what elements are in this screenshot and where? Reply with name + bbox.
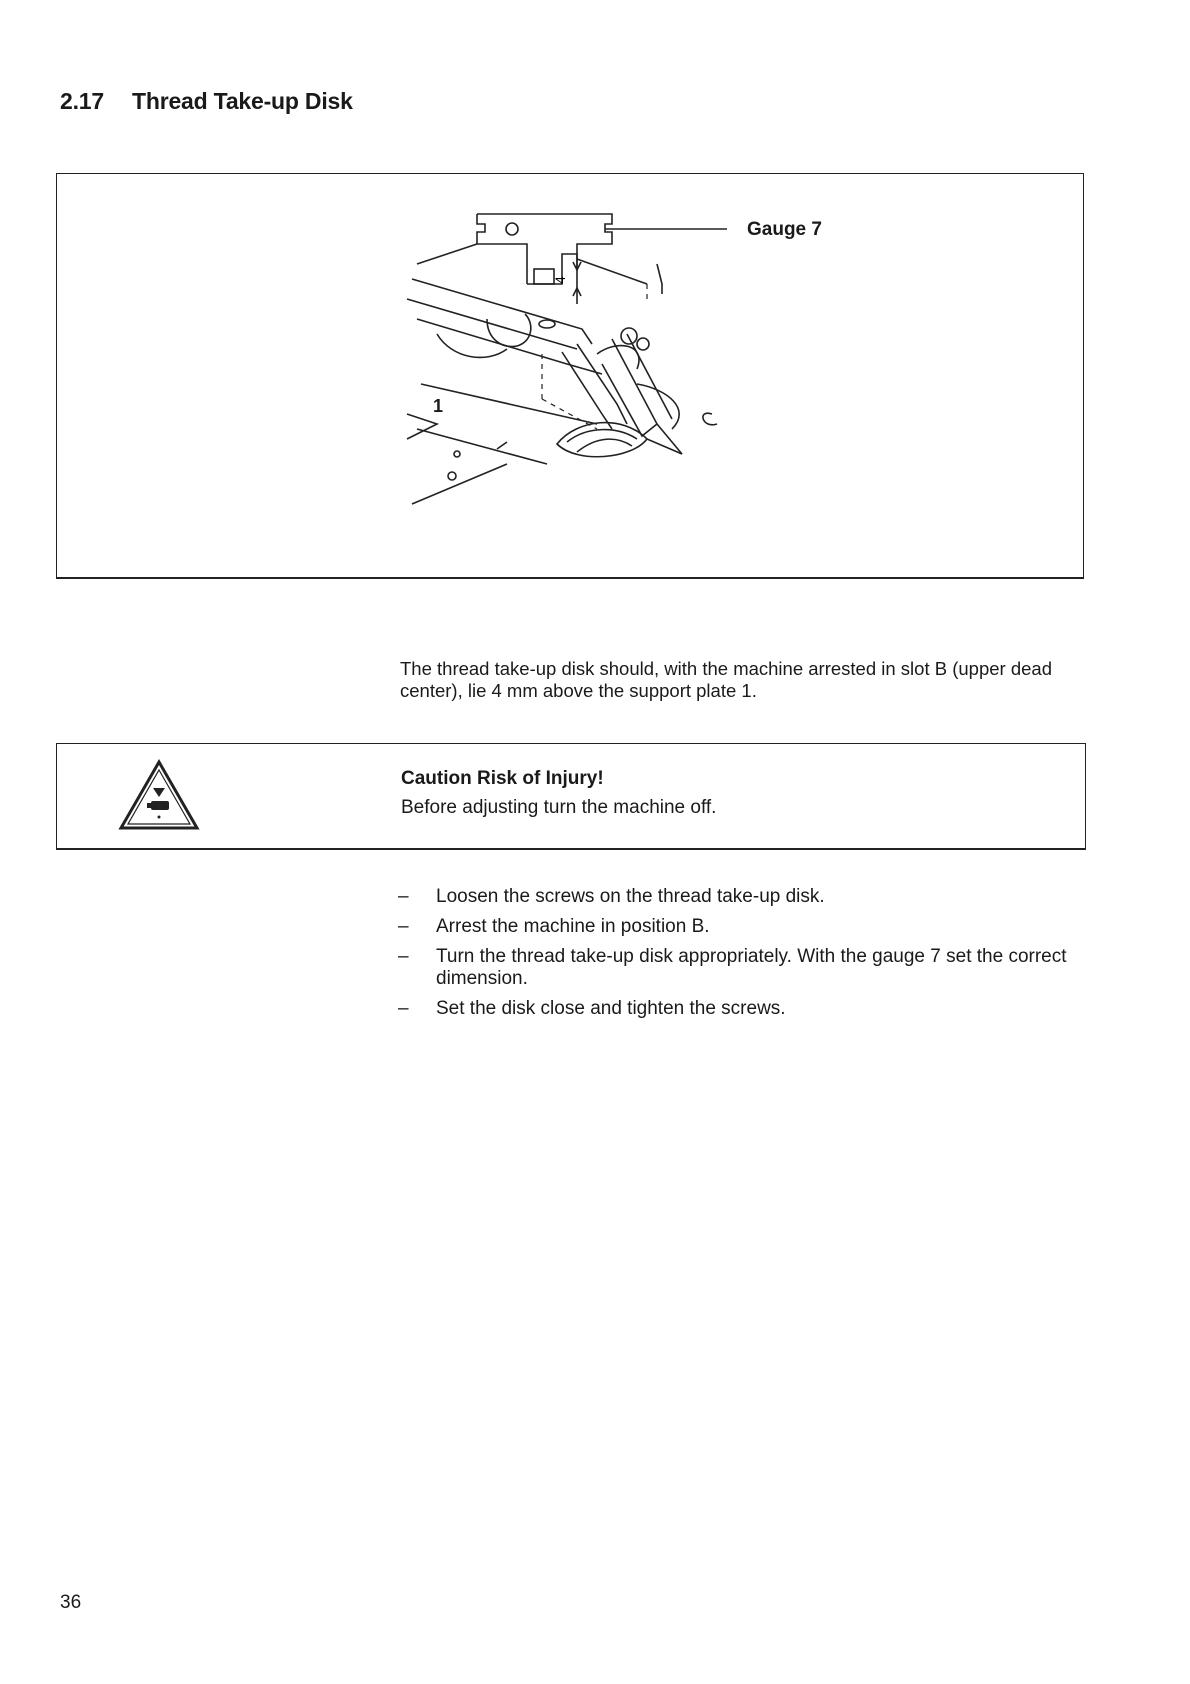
step-text: Turn the thread take-up disk appropriately. With the gauge 7 set the correct dimension. [436,946,1067,989]
section-heading [60,88,353,115]
part-callout: 1 [433,396,444,416]
list-dash: – [398,998,409,1019]
list-item [398,998,1078,1020]
list-item [398,916,1078,938]
caution-body: Before adjusting turn the machine off. [401,797,717,818]
procedure-steps [398,886,1078,1028]
list-dash: – [398,946,409,967]
page-number: 36 [60,1592,82,1613]
list-dash: – [398,886,409,907]
step-text: Set the disk close and tighten the screws. [436,998,786,1019]
list-item [398,886,1078,908]
figure-box [56,173,1084,579]
thread-take-up-illustration [57,174,1083,576]
section-title: Thread Take-up Disk [132,88,353,114]
step-text: Loosen the screws on the thread take-up disk. [436,886,825,907]
section-number: 2.17 [60,88,104,114]
list-item [398,946,1078,990]
caution-box [56,743,1086,850]
gauge-callout: Gauge 7 [747,219,822,240]
intro-paragraph: The thread take-up disk should, with the machine arrested in slot B (upper dead center), lie 4 mm above the support plate 1. [400,658,1052,701]
caution-title: Caution Risk of Injury! [401,768,604,789]
list-dash: – [398,916,409,937]
hand-injury-warning-icon [117,758,201,832]
step-text: Arrest the machine in position B. [436,916,710,937]
dimension-label: 4 [552,276,568,284]
